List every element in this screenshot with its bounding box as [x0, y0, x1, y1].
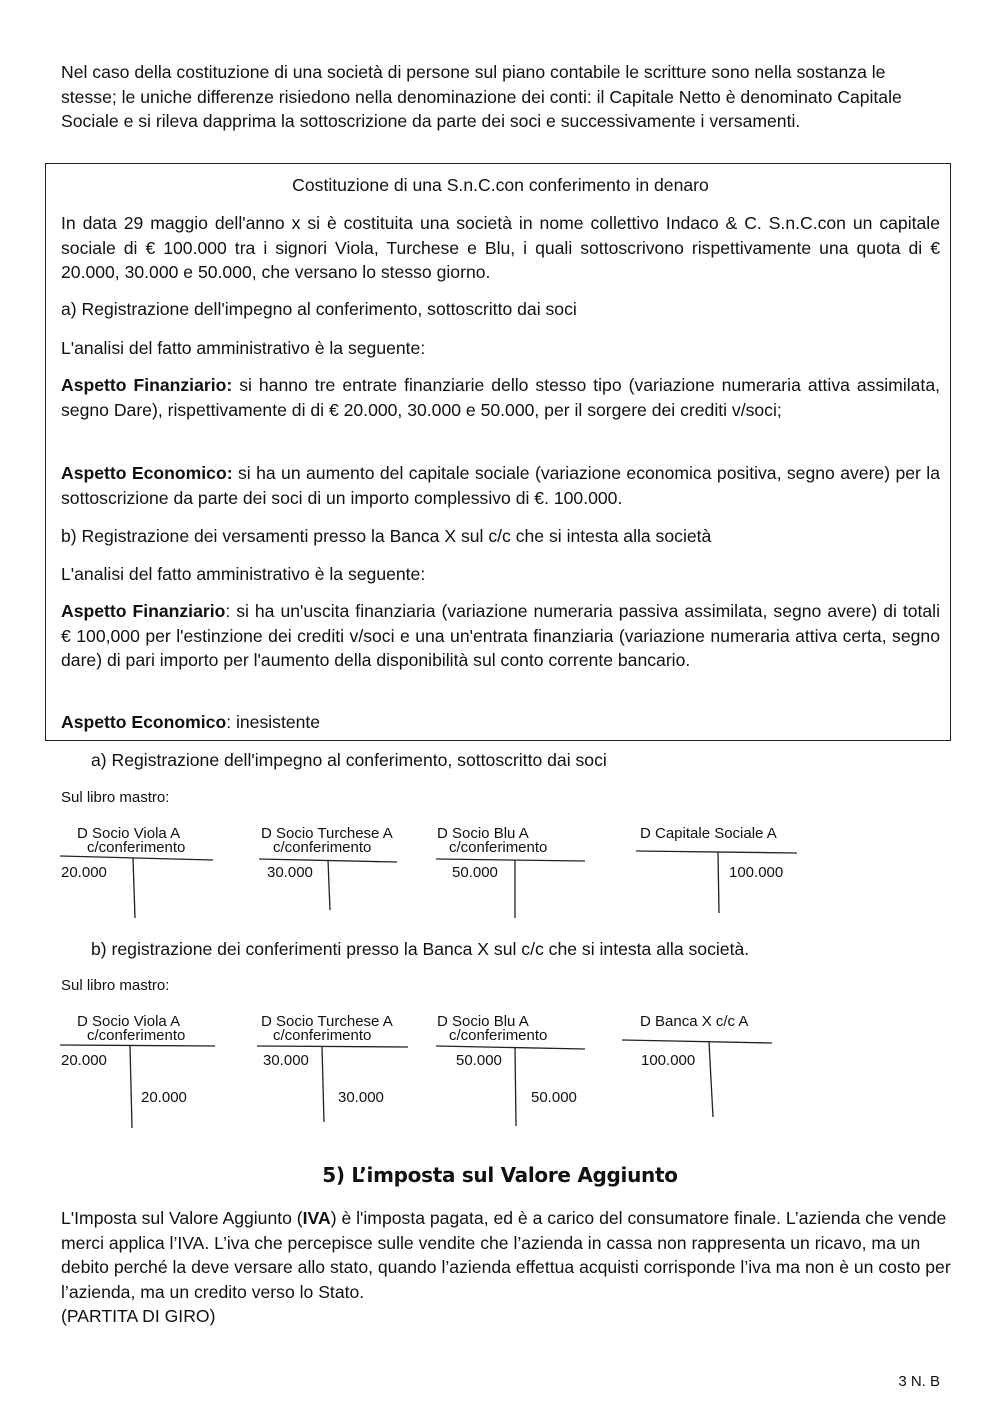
- t-account-dare: 30.000: [267, 864, 313, 881]
- t-account-dare: 20.000: [61, 864, 107, 881]
- box-title: Costituzione di una S.n.C.con conferimento in denaro: [292, 175, 709, 195]
- t-account-sub: c/conferimento: [273, 839, 372, 856]
- iva-text-post: ) è l'imposta pagata, ed è a carico del consumatore finale. L’azienda che vende merci applica l’IVA. L’iva che percepisce sulle vendite che l’azienda in cassa non rappresenta un ricavo, ma un debito perché la deve versare allo stato, quando l’azienda effettua acquisti corrisponde l’iva ma non è un costo per l’azienda, ma un credito verso lo Stato.: [61, 1208, 951, 1302]
- t-account-sub: c/conferimento: [87, 1027, 186, 1044]
- economic-label: Aspetto Economico:: [61, 463, 233, 483]
- t-account-rule: [636, 851, 797, 853]
- t-account-head: D Capitale Sociale A: [640, 825, 777, 842]
- t-account-rule: [257, 1046, 408, 1047]
- t-account-dare: 50.000: [456, 1052, 502, 1069]
- t-account-sub: c/conferimento: [273, 1027, 372, 1044]
- box-a-title: a) Registrazione dell'impegno al conferimento, sottoscritto dai soci: [61, 299, 577, 319]
- economic-label: Aspetto Economico: [61, 712, 227, 732]
- t-account-head: D Socio Turchese A: [261, 1013, 393, 1030]
- t-account-dare: 50.000: [452, 864, 498, 881]
- t-account-sub: c/conferimento: [449, 1027, 548, 1044]
- t-account-dare: 20.000: [61, 1052, 107, 1069]
- t-account-rule: [60, 1045, 215, 1046]
- t-account-head: D Socio Blu A: [437, 1013, 529, 1030]
- page-number: 3 N. B: [898, 1373, 940, 1390]
- economic-text: si ha un aumento del capitale sociale (variazione economica positiva, segno avere) per la sottoscrizione da parte dei soci di un importo complessivo di €. 100.000.: [61, 463, 940, 508]
- t-account-dare: 100.000: [641, 1052, 696, 1069]
- economic-text: : inesistente: [226, 712, 321, 732]
- t-account-rule: [328, 860, 330, 910]
- t-account-rule: [622, 1040, 772, 1043]
- t-account-sub: c/conferimento: [449, 839, 548, 856]
- financial-label: Aspetto Finanziario:: [61, 375, 233, 395]
- t-account-avere: 50.000: [531, 1089, 577, 1106]
- t-account-rule: [322, 1047, 324, 1122]
- financial-text: si hanno tre entrate finanziarie dello stesso tipo (variazione numeraria attiva assimilata, segno Dare), rispettivamente di di € 20.000, 30.000 e 50.000, per il sorgere dei crediti v/soci;: [61, 375, 940, 420]
- t-account-head: D Socio Viola A: [77, 1013, 181, 1030]
- t-account-avere: 20.000: [141, 1089, 187, 1106]
- section-a-title: a) Registrazione dell'impegno al conferimento, sottoscritto dai soci: [91, 750, 607, 770]
- t-account-rule: [436, 859, 585, 861]
- t-account-head: D Socio Blu A: [437, 825, 529, 842]
- t-account-avere: 100.000: [729, 864, 784, 881]
- financial-label: Aspetto Finanziario: [61, 601, 226, 621]
- iva-paragraph: [61, 1206, 951, 1329]
- t-account-rule: [60, 856, 213, 860]
- t-account-avere: 30.000: [338, 1089, 384, 1106]
- iva-text-last: (PARTITA DI GIRO): [61, 1306, 216, 1327]
- t-account-rule: [515, 1047, 516, 1126]
- box-analysis-2: L'analisi del fatto amministrativo è la seguente:: [61, 564, 426, 584]
- t-account-head: D Socio Turchese A: [261, 825, 393, 842]
- t-account-rule: [133, 858, 135, 918]
- financial-text: : si ha un'uscita finanziaria (variazione numeraria passiva assimilata, segno avere) di totali € 100,000 per l'estinzione dei crediti v/soci e una un'entrata finanziaria (variazione numeraria attiva certa, segno dare) di pari importo per l'aumento della disponibilità sul conto corrente bancario.: [61, 601, 940, 671]
- iva-text-pre: L'Imposta sul Valore Aggiunto (: [61, 1208, 303, 1228]
- section-a-mastro-label: Sul libro mastro:: [61, 789, 170, 806]
- t-account-rule: [436, 1046, 585, 1049]
- box-paragraph-1: In data 29 maggio dell'anno x si è costituita una società in nome collettivo Indaco & C. S.n.C.con un capitale sociale di € 100.000 tra i signori Viola, Turchese e Blu, i quali sottoscrivono rispettivamente una quota di € 20.000, 30.000 e 50.000, che versano lo stesso giorno.: [61, 213, 940, 283]
- t-account-sub: c/conferimento: [87, 839, 186, 856]
- section-heading: 5) L’imposta sul Valore Aggiunto: [322, 1163, 678, 1187]
- box-b-title: b) Registrazione dei versamenti presso la Banca X sul c/c che si intesta alla società: [61, 526, 712, 546]
- t-account-rule: [718, 852, 719, 913]
- t-account-rule: [130, 1046, 132, 1128]
- section-b-title: b) registrazione dei conferimenti presso la Banca X sul c/c che si intesta alla società.: [91, 939, 750, 959]
- box-analysis-1: L'analisi del fatto amministrativo è la seguente:: [61, 338, 426, 358]
- t-account-head: D Banca X c/c A: [640, 1013, 749, 1030]
- intro-paragraph: Nel caso della costituzione di una società di persone sul piano contabile le scritture sono nella sostanza le stesse; le uniche differenze risiedono nella denominazione dei conti: il Capitale Netto è denominato Capitale Sociale e si rileva dapprima la sottoscrizione da parte dei soci e successivamente i versamenti.: [61, 62, 902, 132]
- t-account-dare: 30.000: [263, 1052, 309, 1069]
- iva-abbrev: IVA: [302, 1208, 331, 1228]
- t-account-rule: [709, 1042, 713, 1117]
- section-b-mastro-label: Sul libro mastro:: [61, 977, 170, 994]
- t-account-head: D Socio Viola A: [77, 825, 181, 842]
